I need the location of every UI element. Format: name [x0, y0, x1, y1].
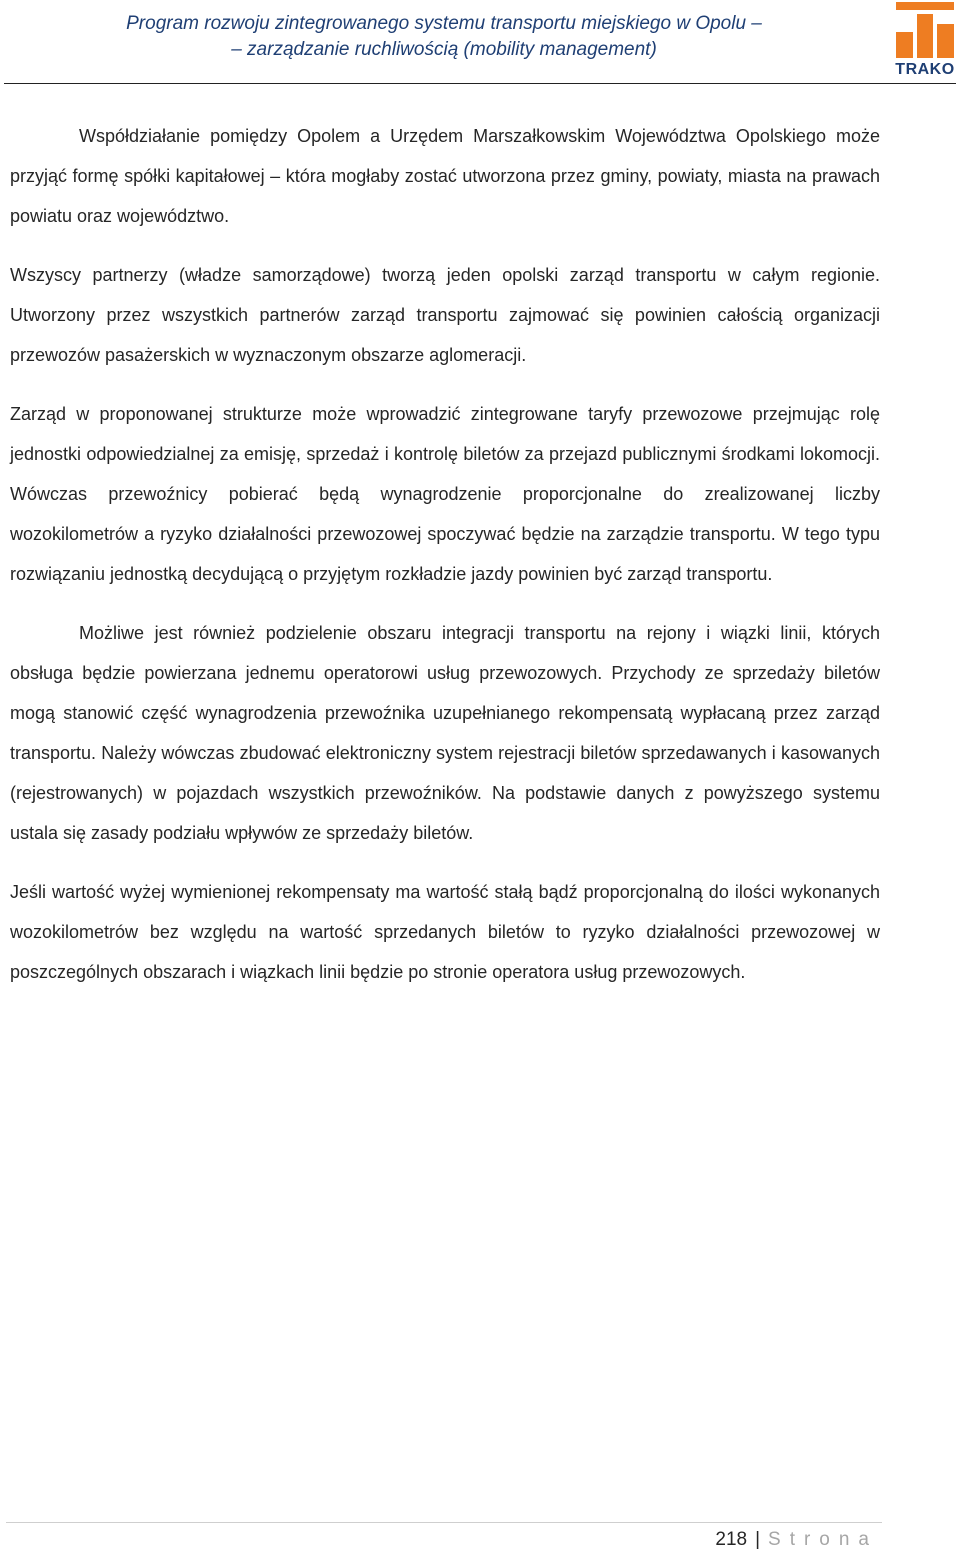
paragraph-2: Wszyscy partnerzy (władze samorządowe) tworzą jeden opolski zarząd transportu w całym regionie. Utworzony przez wszystkich partnerów zarząd transportu zajmować się powinien całością organizacji przewozów pasażerskich w wyznaczonym obszarze aglomeracji. [10, 265, 880, 365]
logo-text: TRAKO [895, 61, 955, 78]
page-footer [0, 1515, 960, 1555]
trako-logo [893, 2, 957, 78]
page-label: Strona [768, 1529, 878, 1550]
page-number: 218 [715, 1529, 748, 1550]
trako-logo-icon [893, 2, 957, 60]
header-title-line-1: Program rozwoju zintegrowanego systemu transportu miejskiego w Opolu – [126, 13, 762, 34]
page-separator: | [755, 1529, 761, 1550]
paragraph-1: Współdziałanie pomiędzy Opolem a Urzędem Marszałkowskim Województwa Opolskiego może przyjąć formę spółki kapitałowej – która mogłaby zostać utworzona przez gminy, powiaty, miasta na prawach powiatu oraz województwo. [10, 126, 880, 226]
document-body [10, 116, 880, 1011]
paragraph-5: Jeśli wartość wyżej wymienionej rekompensaty ma wartość stałą bądź proporcjonalną do ilości wykonanych wozokilometrów bez względu na wartość sprzedanych biletów to ryzyko działalności przewozowej w poszczególnych obszarach i wiązkach linii będzie po stronie operatora usług przewozowych. [10, 882, 880, 982]
paragraph-4: Możliwe jest również podzielenie obszaru integracji transportu na rejony i wiązki linii, których obsługa będzie powierzana jednemu operatorowi usług przewozowych. Przychody ze sprzedaży biletów mogą stanowić część wynagrodzenia przewoźnika uzupełnianego rekompensatą wypłacaną przez zarząd transportu. Należy wówczas zbudować elektroniczny system rejestracji biletów sprzedawanych i kasowanych (rejestrowanych) w pojazdach wszystkich przewoźników. Na podstawie danych z powyższego systemu ustala się zasady podziału wpływów ze sprzedaży biletów. [10, 623, 880, 843]
header-title-line-2: – zarządzanie ruchliwością (mobility management) [231, 39, 657, 60]
page-header [0, 0, 960, 86]
page-number-block [715, 1525, 878, 1555]
header-divider [4, 83, 956, 84]
paragraph-3: Zarząd w proponowanej strukturze może wprowadzić zintegrowane taryfy przewozowe przejmując rolę jednostki odpowiedzialnej za emisję, sprzedaż i kontrolę biletów za przejazd publicznymi środkami lokomocji. Wówczas przewoźnicy pobierać będą wynagrodzenie proporcjonalne do zrealizowanej liczby wozokilometrów a ryzyko działalności przewozowej spoczywać będzie na zarządzie transportu. W tego typu rozwiązaniu jednostką decydującą o przyjętym rozkładzie jazdy powinien być zarząd transportu. [10, 404, 880, 584]
footer-divider [6, 1522, 882, 1523]
